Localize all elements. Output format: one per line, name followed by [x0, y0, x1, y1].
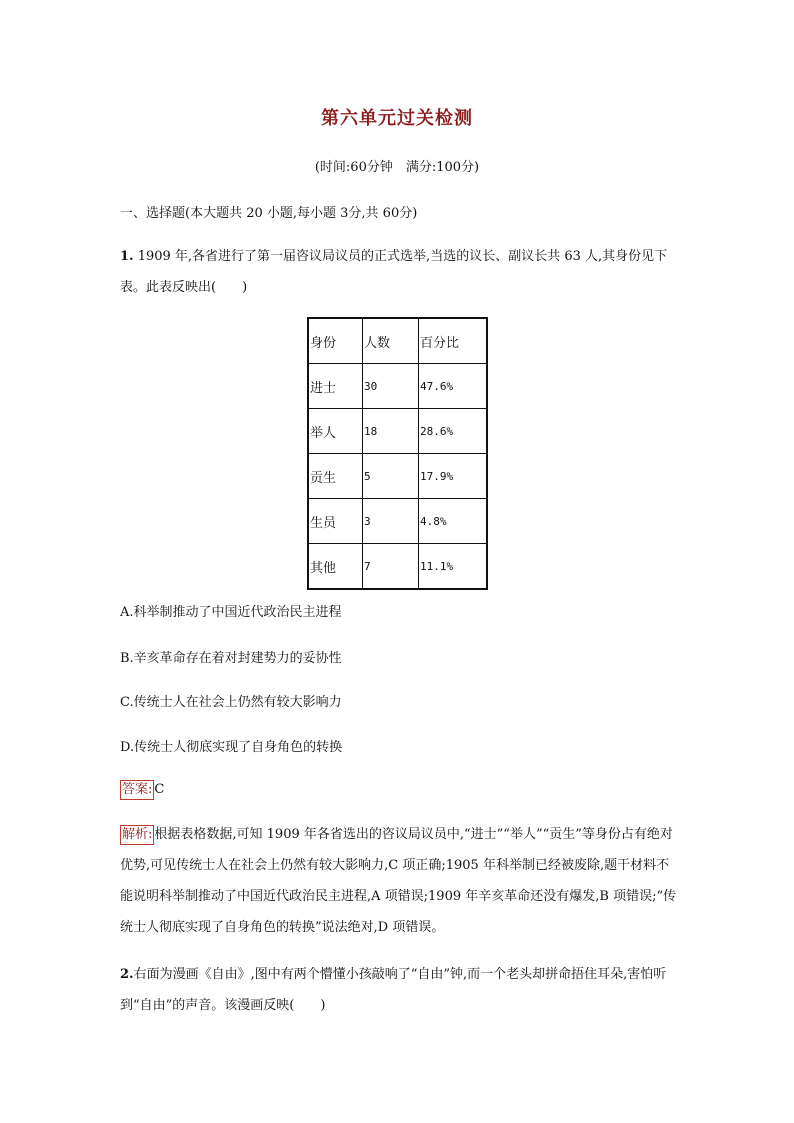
table-cell: 47.6%: [419, 364, 488, 409]
exam-info: (时间:60分钟 满分:100分): [314, 160, 480, 175]
table-row: [308, 364, 487, 409]
analysis-tag: 解析:: [120, 825, 154, 845]
table-cell: 进士: [308, 364, 363, 409]
table-row: [308, 544, 487, 590]
section-heading: 一、选择题(本大题共 20 小题,每小题 3分,共 60分): [120, 206, 418, 221]
answer-value: C: [154, 782, 165, 797]
table-cell: 30: [363, 364, 419, 409]
table-cell: 5: [363, 454, 419, 499]
table-cell: 18: [363, 409, 419, 454]
table-cell: 4.8%: [419, 499, 488, 544]
question-number: 2.: [120, 967, 134, 982]
analysis-text: 根据表格数据,可知 1909 年各省选出的咨议局议员中,“进士”“举人”“贡生”等身份占有绝对优势,可见传统士人在社会上仍然有较大影响力,C 项正确;1905 年科举制已经被废除,题干材料不能说明科举制推动了中国近代政治民主进程,A 项错误;1909 年辛亥革命还没有爆发,B 项错误;“传统士人彻底实现了自身角色的转换”说法绝对,D 项错误。: [120, 827, 677, 935]
option-a: A.科举制推动了中国近代政治民主进程: [120, 605, 342, 620]
question-number: 1.: [120, 249, 134, 264]
table-cell: 28.6%: [419, 409, 488, 454]
answer-line: [120, 780, 164, 800]
table-cell: 17.9%: [419, 454, 488, 499]
table-cell: 7: [363, 544, 419, 590]
table-row: [308, 499, 487, 544]
identity-table: [307, 317, 488, 590]
table-cell: 举人: [308, 409, 363, 454]
page-title: 第六单元过关检测: [321, 108, 473, 129]
analysis-block: [120, 819, 680, 943]
table-cell: 11.1%: [419, 544, 488, 590]
table-header-row: [308, 318, 487, 364]
option-c: C.传统士人在社会上仍然有较大影响力: [120, 695, 342, 710]
table-header-cell: 人数: [363, 318, 419, 364]
question-1-stem: [120, 241, 680, 303]
table-cell: 3: [363, 499, 419, 544]
table-row: [308, 409, 487, 454]
question-text: 1909 年,各省进行了第一届咨议局议员的正式选举,当选的议长、副议长共 63 人,其身份见下表。此表反映出( ): [120, 249, 668, 295]
option-d: D.传统士人彻底实现了自身角色的转换: [120, 740, 343, 755]
question-text: 右面为漫画《自由》,图中有两个懵懂小孩敲响了“自由”钟,而一个老头却拼命捂住耳朵,害怕听到“自由”的声音。该漫画反映( ): [120, 967, 667, 1013]
table-header-cell: 百分比: [419, 318, 488, 364]
table-cell: 生员: [308, 499, 363, 544]
option-b: B.辛亥革命存在着对封建势力的妥协性: [120, 651, 342, 666]
question-2-stem: [120, 959, 680, 1021]
answer-tag: 答案:: [120, 780, 154, 800]
table-cell: 其他: [308, 544, 363, 590]
table-header-cell: 身份: [308, 318, 363, 364]
table-row: [308, 454, 487, 499]
table-cell: 贡生: [308, 454, 363, 499]
